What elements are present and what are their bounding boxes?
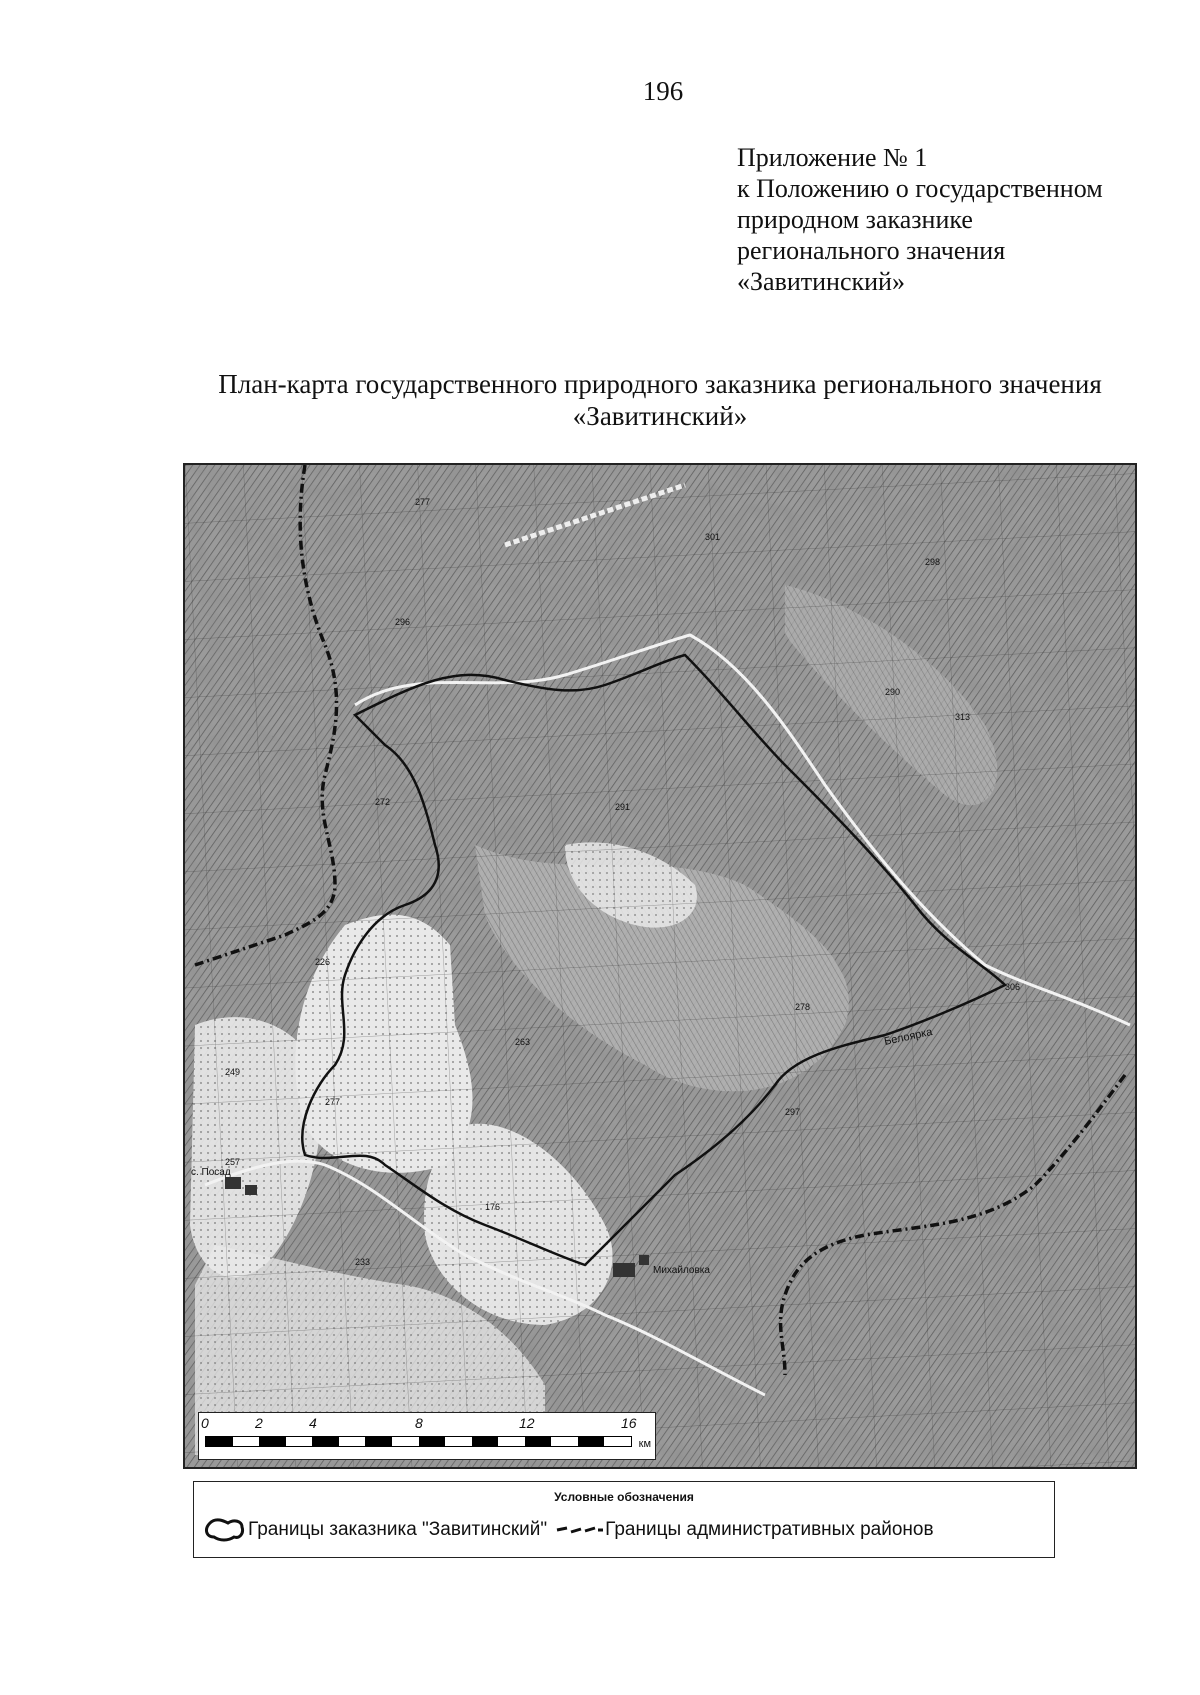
district-boundary-symbol-icon: [555, 1520, 605, 1540]
scale-tick: 8: [415, 1415, 423, 1431]
elevation-mark: 313: [955, 712, 971, 722]
appendix-line: природном заказнике: [737, 205, 973, 234]
elevation-mark: 272: [375, 797, 391, 807]
place-label: с. Посад: [191, 1167, 231, 1178]
map-legend: [193, 1481, 1055, 1558]
elevation-mark: 291: [615, 802, 631, 812]
topographic-map: [185, 465, 1135, 1467]
legend-reserve-label: Границы заказника "Завитинский": [248, 1519, 548, 1540]
map-title: [150, 368, 1170, 432]
elevation-mark: 249: [225, 1067, 241, 1077]
appendix-block: [737, 142, 1103, 297]
reserve-boundary-symbol-icon: [202, 1515, 248, 1545]
scale-tick: 0: [201, 1415, 209, 1431]
elevation-mark: 296: [395, 617, 411, 627]
map-title-line: «Завитинский»: [572, 401, 748, 431]
map-frame: [183, 463, 1137, 1469]
elevation-mark: 263: [515, 1037, 531, 1047]
elevation-mark: 301: [705, 532, 721, 542]
appendix-line: Приложение № 1: [737, 143, 928, 172]
elevation-mark: 226: [315, 957, 331, 967]
place-label: Михайловка: [653, 1265, 710, 1276]
elevation-mark: 306: [1005, 982, 1021, 992]
appendix-line: к Положению о государственном: [737, 174, 1103, 203]
elevation-mark: 233: [355, 1257, 371, 1267]
map-scale: [198, 1412, 656, 1460]
legend-title: Условные обозначения: [554, 1490, 694, 1504]
legend-district-label: Границы административных районов: [605, 1519, 934, 1540]
scale-tick: 12: [519, 1415, 535, 1431]
scale-tick: 16: [621, 1415, 637, 1431]
scale-unit: км: [638, 1438, 651, 1450]
elevation-mark: 297: [785, 1107, 801, 1117]
elevation-mark: 176: [485, 1202, 501, 1212]
elevation-mark: 257: [225, 1157, 241, 1167]
elevation-mark: 290: [885, 687, 901, 697]
page-number: 196: [642, 76, 684, 106]
scale-tick: 4: [309, 1415, 317, 1431]
place-label: Белоярка: [883, 1026, 934, 1048]
appendix-line: регионального значения: [737, 236, 1006, 265]
legend-row: [202, 1515, 934, 1545]
scale-bar: [205, 1436, 632, 1447]
scale-tick: 2: [255, 1415, 263, 1431]
elevation-mark: 278: [795, 1002, 811, 1012]
map-title-line: План-карта государственного природного заказника регионального значения: [218, 369, 1102, 399]
appendix-line: «Завитинский»: [737, 267, 905, 296]
elevation-mark: 298: [925, 557, 941, 567]
elevation-mark: 277: [325, 1097, 341, 1107]
elevation-mark: 277: [415, 497, 431, 507]
